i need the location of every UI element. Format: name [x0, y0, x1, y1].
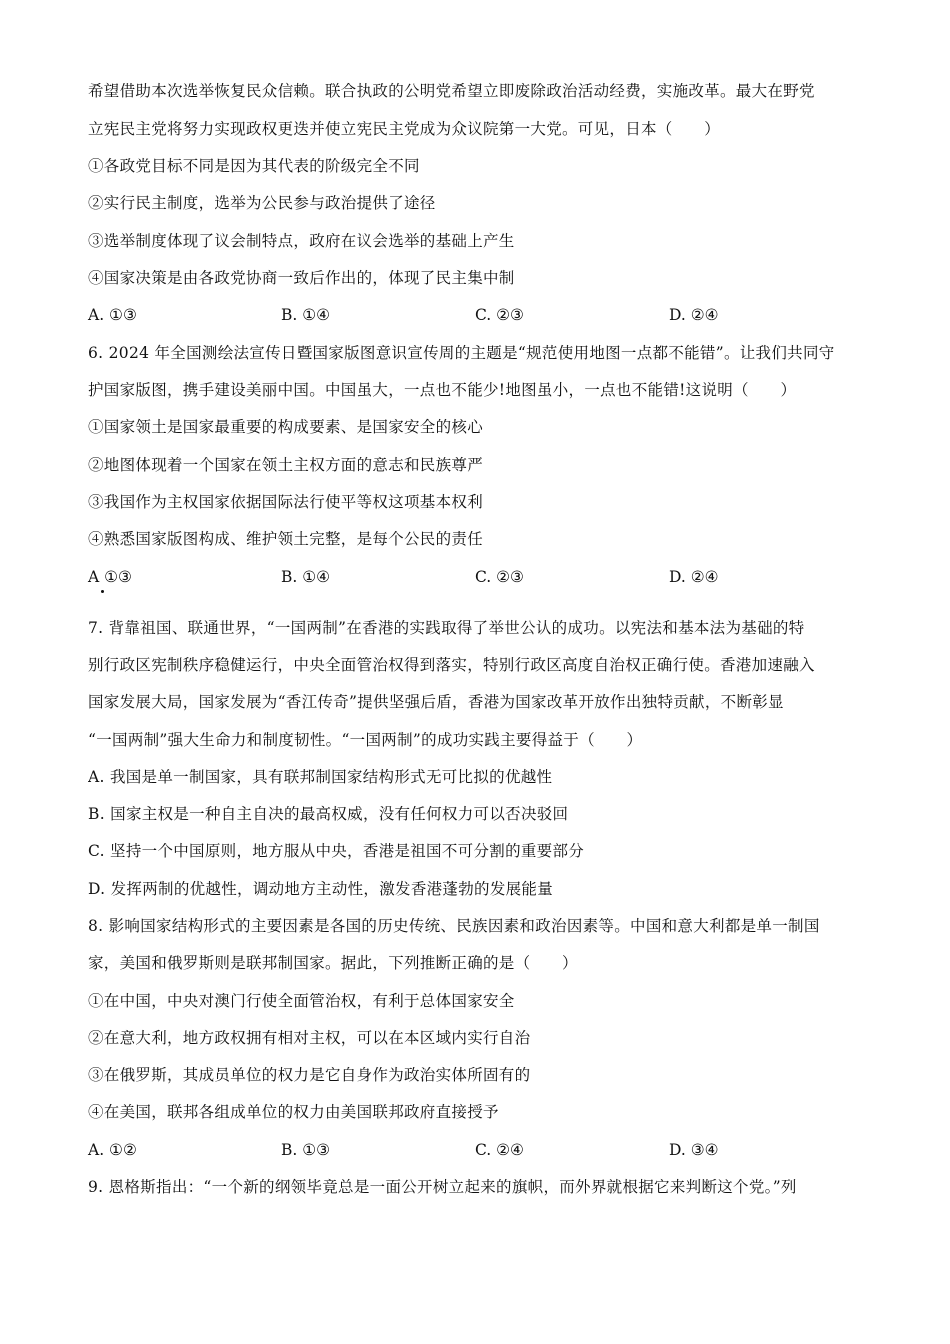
- q6-statement-1: ①国家领土是国家最重要的构成要素、是国家安全的核心: [88, 418, 484, 436]
- q5-options: [88, 304, 878, 326]
- q6-option-c[interactable]: C. ②③: [475, 568, 524, 586]
- q8-option-a[interactable]: A. ①②: [88, 1141, 137, 1159]
- q8-statement-4: ④在美国，联邦各组成单位的权力由美国联邦政府直接授予: [88, 1103, 499, 1121]
- q7-option-d[interactable]: D. 发挥两制的优越性，调动地方主动性，激发香港蓬勃的发展能量: [88, 880, 554, 898]
- q5-stem-line-1: 希望借助本次选举恢复民众信赖。联合执政的公明党希望立即废除政治活动经费，实施改革。最大在野党: [88, 82, 815, 100]
- q8-statement-1: ①在中国，中央对澳门行使全面管治权，有利于总体国家安全: [88, 992, 515, 1010]
- q8-stem-line-2: 家，美国和俄罗斯则是联邦制国家。据此，下列推断正确的是（ ）: [88, 954, 578, 972]
- q7-option-b[interactable]: B. 国家主权是一种自主自决的最高权威，没有任何权力可以否决驳回: [88, 805, 569, 823]
- q5-option-c[interactable]: C. ②③: [475, 306, 524, 324]
- q5-statement-3: ③选举制度体现了议会制特点，政府在议会选举的基础上产生: [88, 232, 515, 250]
- q6-statement-2: ②地图体现着一个国家在领土主权方面的意志和民族尊严: [88, 456, 484, 474]
- q6-options: [88, 566, 878, 588]
- q5-option-b[interactable]: B. ①④: [281, 306, 331, 324]
- q5-statement-4: ④国家决策是由各政党协商一致后作出的，体现了民主集中制: [88, 269, 515, 287]
- q8-statement-3: ③在俄罗斯，其成员单位的权力是它自身作为政治实体所固有的: [88, 1066, 531, 1084]
- q8-stem-line-1: 8. 影响国家结构形式的主要因素是各国的历史传统、民族因素和政治因素等。中国和意大利都是单一制国: [88, 917, 820, 935]
- q6-statement-3: ③我国作为主权国家依据国际法行使平等权这项基本权利: [88, 493, 484, 511]
- q8-option-d[interactable]: D. ③④: [669, 1141, 719, 1159]
- q5-statement-1: ①各政党目标不同是因为其代表的阶级完全不同: [88, 157, 420, 175]
- q8-options: [88, 1139, 878, 1161]
- q6-option-b[interactable]: B. ①④: [281, 568, 331, 586]
- q7-stem-line-2: 别行政区宪制秩序稳健运行，中央全面管治权得到落实，特别行政区高度自治权正确行使。香港加速融入: [88, 656, 815, 674]
- q7-stem-line-3: 国家发展大局，国家发展为“香江传奇”提供坚强后盾，香港为国家改革开放作出独特贡献，不断彰显: [88, 693, 784, 711]
- q7-option-a[interactable]: A. 我国是单一制国家，具有联邦制国家结构形式无可比拟的优越性: [88, 768, 553, 786]
- q6-option-d[interactable]: D. ②④: [669, 568, 719, 586]
- q6-option-a[interactable]: A ①③: [88, 568, 132, 586]
- q7-option-c[interactable]: C. 坚持一个中国原则，地方服从中央，香港是祖国不可分割的重要部分: [88, 842, 585, 860]
- q5-stem-line-2: 立宪民主党将努力实现政权更迭并使立宪民主党成为众议院第一大党。可见，日本（ ）: [88, 120, 721, 138]
- q5-option-d[interactable]: D. ②④: [669, 306, 719, 324]
- q6-statement-4: ④熟悉国家版图构成、维护领土完整，是每个公民的责任: [88, 530, 484, 548]
- q7-stem-line-4: “一国两制”强大生命力和制度韧性。“一国两制”的成功实践主要得益于（ ）: [88, 731, 643, 749]
- q7-stem-line-1: 7. 背靠祖国、联通世界，“一国两制”在香港的实践取得了举世公认的成功。以宪法和基本法为基础的特: [88, 619, 805, 637]
- q6-stem-line-1: 6. 2024 年全国测绘法宣传日暨国家版图意识宣传周的主题是“规范使用地图一点都不能错”。让我们共同守: [88, 344, 835, 362]
- stray-dot-mark: [101, 590, 104, 593]
- q5-statement-2: ②实行民主制度，选举为公民参与政治提供了途径: [88, 194, 436, 212]
- q9-stem-line-1: 9. 恩格斯指出：“一个新的纲领毕竟总是一面公开树立起来的旗帜，而外界就根据它来判断这个党。”列: [88, 1178, 797, 1196]
- q8-option-b[interactable]: B. ①③: [281, 1141, 331, 1159]
- q8-statement-2: ②在意大利，地方政权拥有相对主权，可以在本区域内实行自治: [88, 1029, 531, 1047]
- q5-option-a[interactable]: A. ①③: [88, 306, 137, 324]
- q6-stem-line-2: 护国家版图，携手建设美丽中国。中国虽大，一点也不能少!地图虽小，一点也不能错!这说明（ ）: [88, 381, 797, 399]
- q8-option-c[interactable]: C. ②④: [475, 1141, 524, 1159]
